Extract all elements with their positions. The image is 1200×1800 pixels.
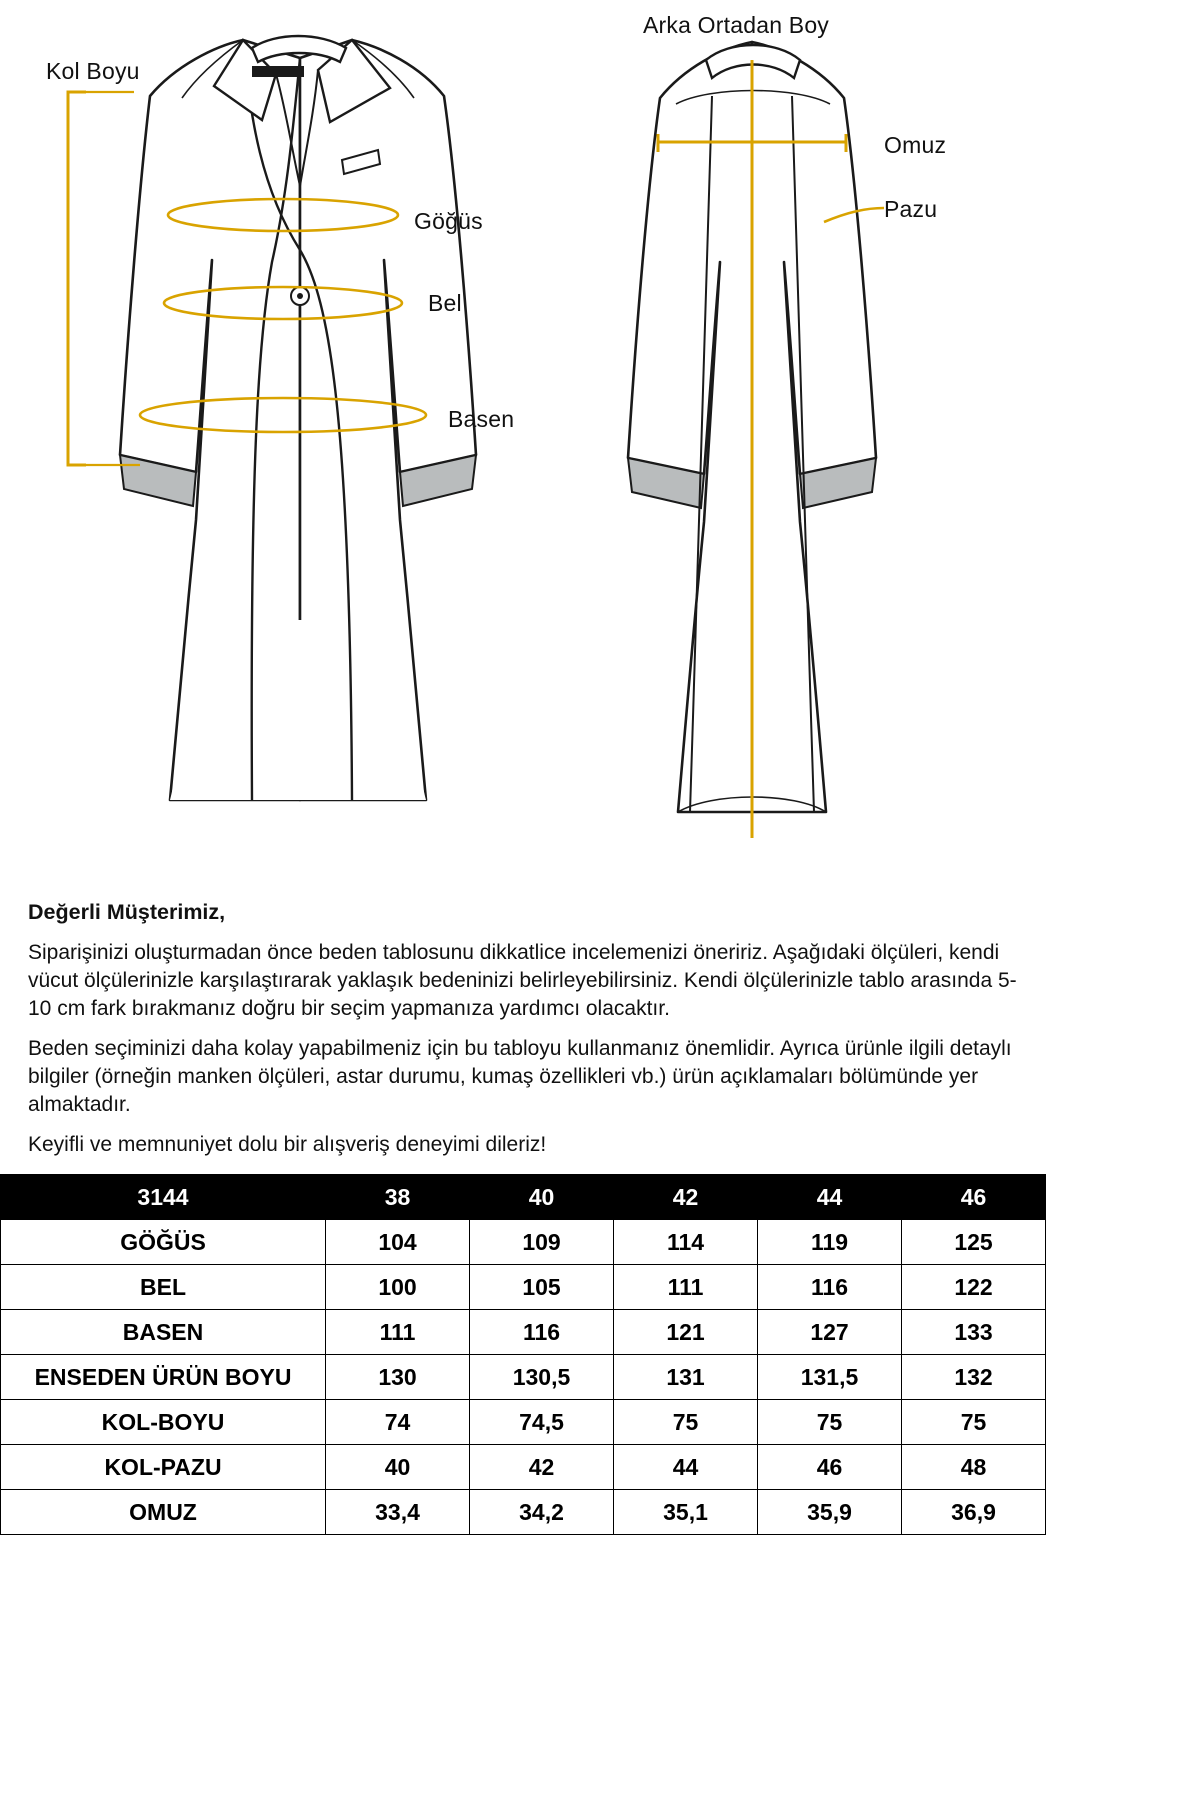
row-label: GÖĞÜS bbox=[1, 1220, 326, 1265]
row-value: 34,2 bbox=[470, 1490, 614, 1535]
notice-paragraph-3: Keyifli ve memnuniyet dolu bir alışveriş deneyimi dileriz! bbox=[28, 1132, 547, 1156]
row-value: 130,5 bbox=[470, 1355, 614, 1400]
row-value: 74 bbox=[326, 1400, 470, 1445]
table-row bbox=[1, 1400, 1046, 1445]
table-header-cell: 46 bbox=[902, 1175, 1046, 1220]
row-value: 42 bbox=[470, 1445, 614, 1490]
row-label: BASEN bbox=[1, 1310, 326, 1355]
notice-paragraph-1: Siparişinizi oluşturmadan önce beden tablosunu dikkatlice incelemenizi öneririz. Aşağıdaki ölçüleri, kendi vücut ölçülerinizle karşılaştırarak yaklaşık bedeninizi belirleyebilirsiniz. Kendi ölçülerinizle tablo arasında 5-10 cm fark bırakmanız doğru bir seçim yapmanıza yardımcı olacaktır. bbox=[28, 941, 1017, 1020]
row-value: 131,5 bbox=[758, 1355, 902, 1400]
label-hip: Basen bbox=[448, 406, 515, 432]
label-sleeve-length: Kol Boyu bbox=[46, 58, 140, 84]
row-label: ENSEDEN ÜRÜN BOYU bbox=[1, 1355, 326, 1400]
notice-greeting: Değerli Müşterimiz, bbox=[28, 900, 226, 924]
row-value: 75 bbox=[902, 1400, 1046, 1445]
row-value: 111 bbox=[326, 1310, 470, 1355]
table-header-cell: 44 bbox=[758, 1175, 902, 1220]
row-value: 104 bbox=[326, 1220, 470, 1265]
row-value: 74,5 bbox=[470, 1400, 614, 1445]
table-header-cell: 38 bbox=[326, 1175, 470, 1220]
table-row bbox=[1, 1355, 1046, 1400]
label-chest: Göğüs bbox=[414, 208, 483, 234]
row-value: 75 bbox=[614, 1400, 758, 1445]
garment-measurement-diagram bbox=[0, 0, 1045, 900]
table-row bbox=[1, 1265, 1046, 1310]
label-shoulder: Omuz bbox=[884, 132, 947, 158]
row-value: 122 bbox=[902, 1265, 1046, 1310]
row-value: 48 bbox=[902, 1445, 1046, 1490]
row-label: KOL-BOYU bbox=[1, 1400, 326, 1445]
row-value: 35,1 bbox=[614, 1490, 758, 1535]
label-biceps: Pazu bbox=[884, 196, 938, 222]
table-row bbox=[1, 1220, 1046, 1265]
row-value: 109 bbox=[470, 1220, 614, 1265]
label-center-back-length: Arka Ortadan Boy bbox=[643, 12, 830, 38]
row-value: 100 bbox=[326, 1265, 470, 1310]
row-value: 114 bbox=[614, 1220, 758, 1265]
row-value: 35,9 bbox=[758, 1490, 902, 1535]
row-value: 132 bbox=[902, 1355, 1046, 1400]
row-value: 131 bbox=[614, 1355, 758, 1400]
table-header-cell: 42 bbox=[614, 1175, 758, 1220]
customer-notice bbox=[0, 900, 1045, 1158]
row-value: 116 bbox=[470, 1310, 614, 1355]
table-row bbox=[1, 1490, 1046, 1535]
row-value: 111 bbox=[614, 1265, 758, 1310]
row-value: 127 bbox=[758, 1310, 902, 1355]
row-label: KOL-PAZU bbox=[1, 1445, 326, 1490]
row-value: 116 bbox=[758, 1265, 902, 1310]
row-value: 36,9 bbox=[902, 1490, 1046, 1535]
row-value: 121 bbox=[614, 1310, 758, 1355]
notice-paragraph-2: Beden seçiminizi daha kolay yapabilmeniz için bu tabloyu kullanmanız önemlidir. Ayrıca ürünle ilgili detaylı bilgiler (örneğin manken ölçüleri, astar durumu, kumaş özellikleri vb.) ürün açıklamaları bölümünde yer almaktadır. bbox=[28, 1036, 1012, 1116]
label-waist: Bel bbox=[428, 290, 462, 316]
table-header-row bbox=[1, 1175, 1046, 1220]
row-label: OMUZ bbox=[1, 1490, 326, 1535]
row-value: 40 bbox=[326, 1445, 470, 1490]
row-value: 46 bbox=[758, 1445, 902, 1490]
table-row bbox=[1, 1310, 1046, 1355]
table-header-cell: 3144 bbox=[1, 1175, 326, 1220]
row-value: 44 bbox=[614, 1445, 758, 1490]
row-value: 119 bbox=[758, 1220, 902, 1265]
row-label: BEL bbox=[1, 1265, 326, 1310]
row-value: 75 bbox=[758, 1400, 902, 1445]
row-value: 125 bbox=[902, 1220, 1046, 1265]
row-value: 130 bbox=[326, 1355, 470, 1400]
row-value: 33,4 bbox=[326, 1490, 470, 1535]
row-value: 133 bbox=[902, 1310, 1046, 1355]
table-header-cell: 40 bbox=[470, 1175, 614, 1220]
row-value: 105 bbox=[470, 1265, 614, 1310]
table-row bbox=[1, 1445, 1046, 1490]
size-table bbox=[0, 1174, 1046, 1535]
